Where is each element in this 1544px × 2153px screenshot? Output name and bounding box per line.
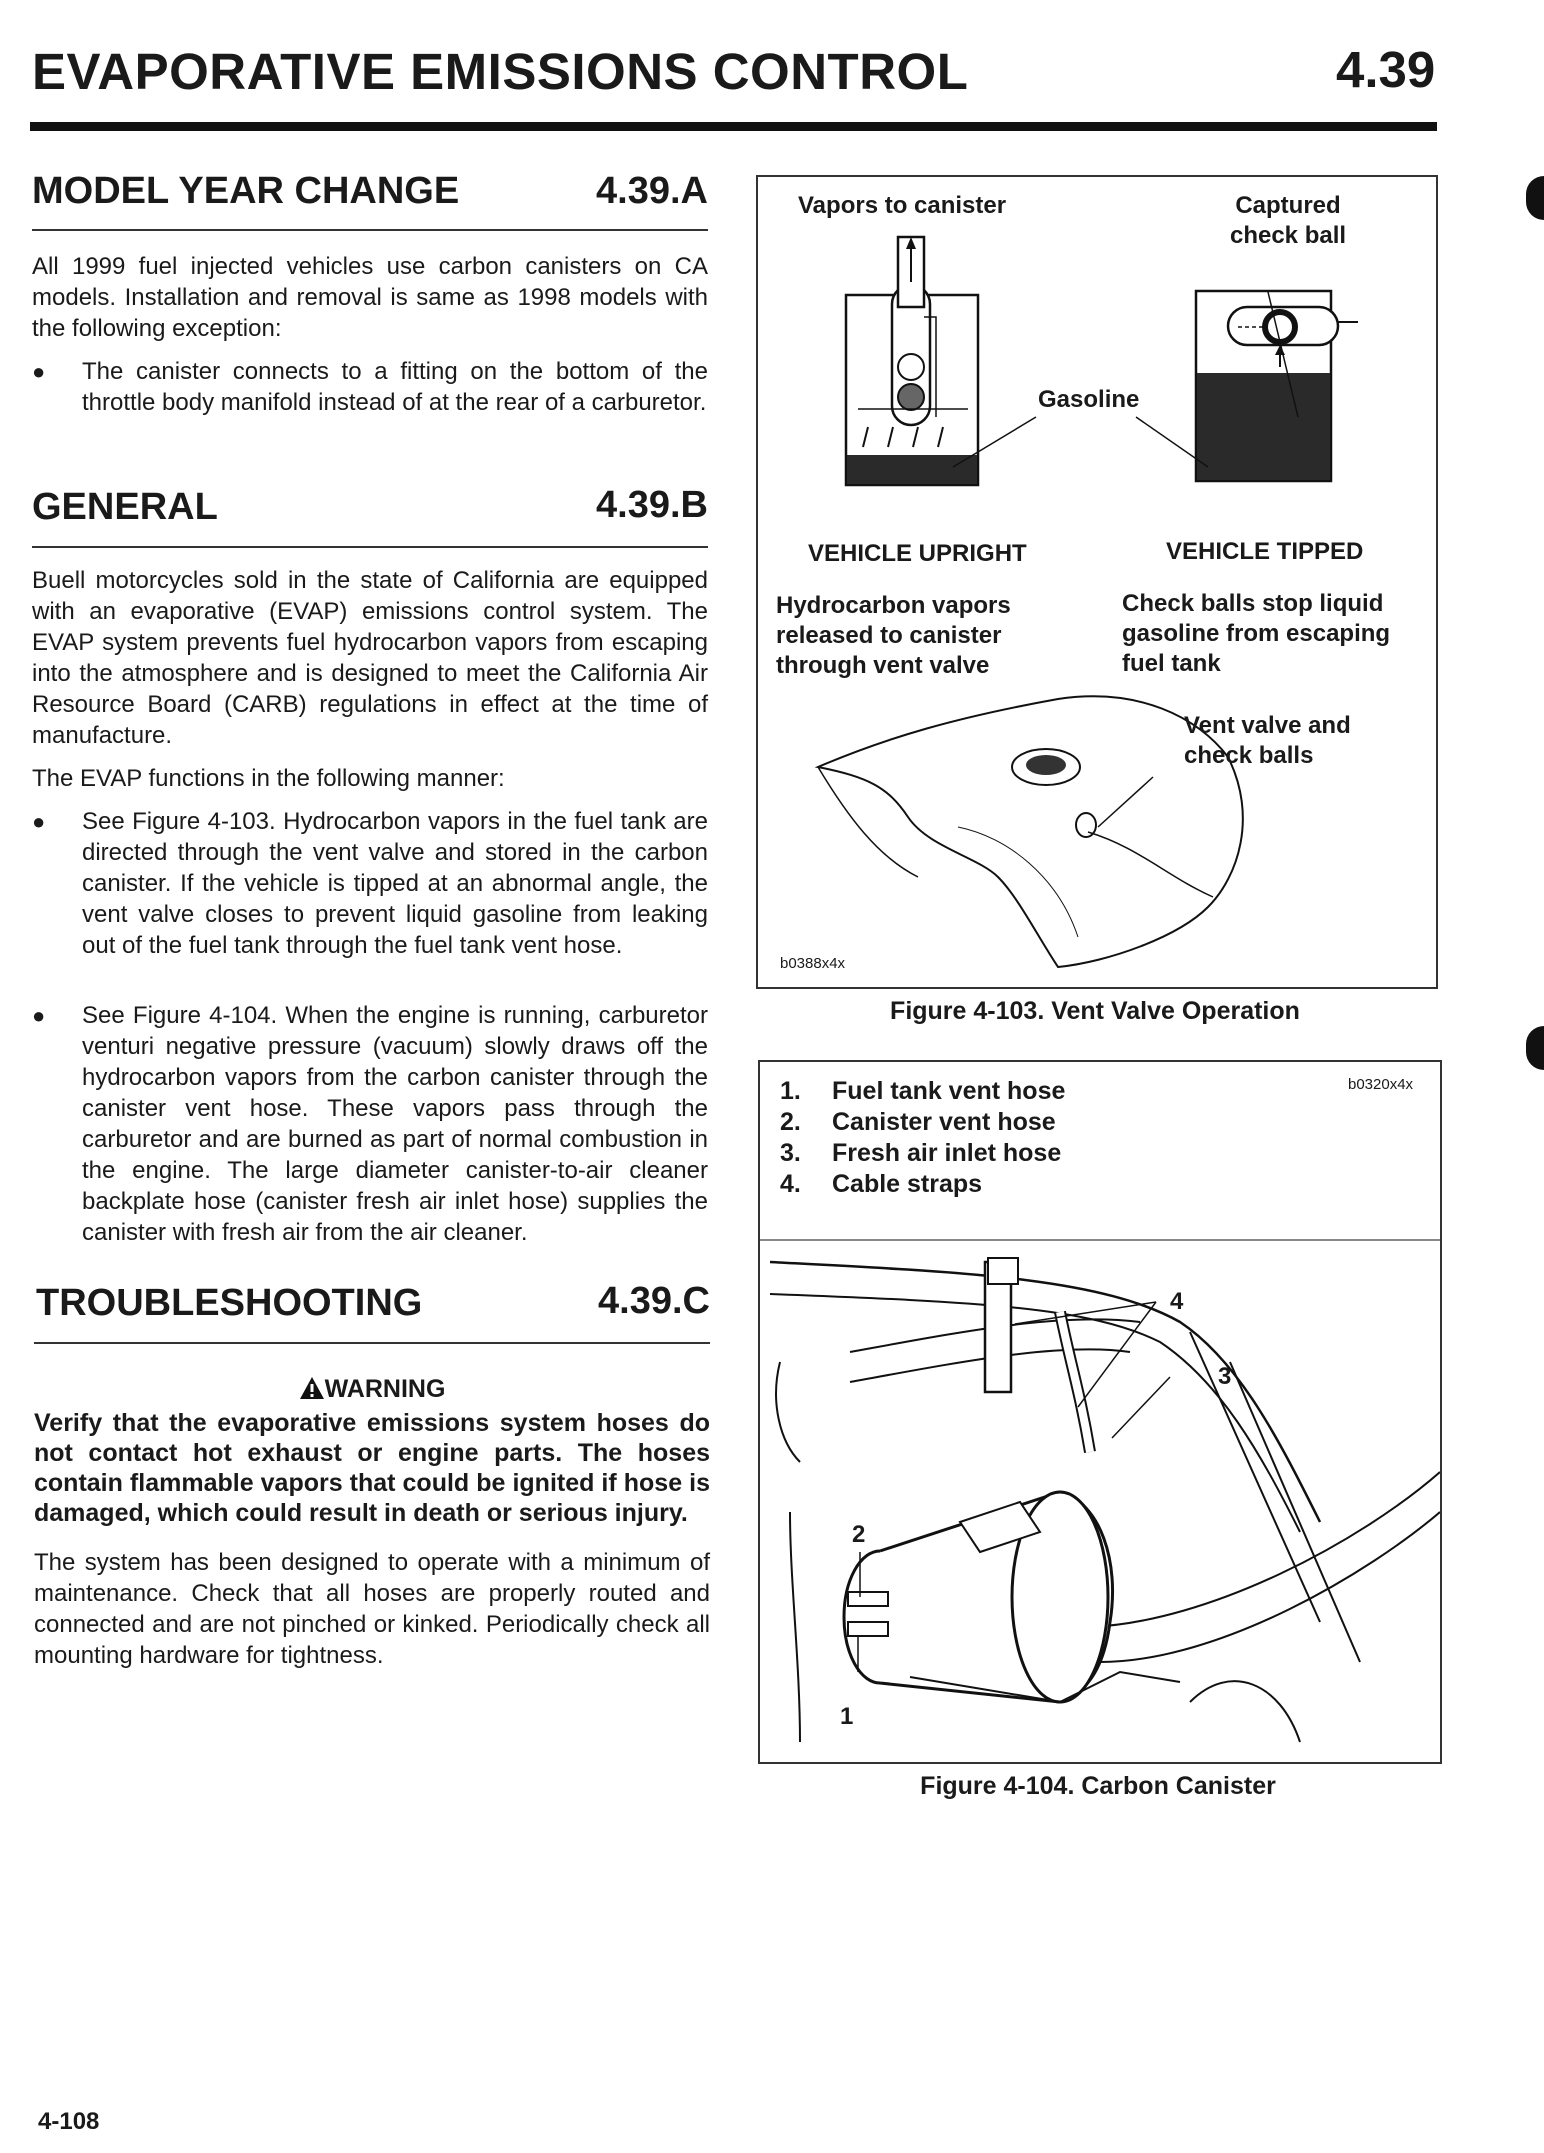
tipped-title: VEHICLE TIPPED xyxy=(1166,538,1364,565)
section-rule xyxy=(32,546,708,548)
warning-text: Verify that the evaporative emissions system hoses do not contact hot exhaust or engine parts. The hoses contain flammable vapors that could be ignited if hose is damaged, which could result in death or serious injury. xyxy=(34,1409,710,1527)
bullet-icon: ● xyxy=(32,359,46,384)
page-title: EVAPORATIVE EMISSIONS CONTROL xyxy=(32,43,969,100)
captured-label-line-2: check ball xyxy=(1229,222,1347,249)
list-item xyxy=(32,356,708,418)
figure-code: b0388x4x xyxy=(780,955,846,972)
section-heading-model-year: MODEL YEAR CHANGE xyxy=(32,170,460,212)
binder-mark xyxy=(1526,176,1544,220)
legend-text: Fuel tank vent hose xyxy=(832,1077,1066,1105)
figure-code: b0320x4x xyxy=(1348,1076,1414,1093)
section-number-general: 4.39.B xyxy=(596,484,708,526)
section-heading-troubleshooting: TROUBLESHOOTING xyxy=(36,1282,423,1324)
callout-1: 1 xyxy=(840,1703,854,1730)
bullet-icon: ● xyxy=(32,809,46,834)
troubleshooting-paragraph: The system has been designed to operate with a minimum of maintenance. Check that all hoses are properly routed and connected and are not pinched or kinked. Periodically check all mounting hardware for tightness. xyxy=(34,1549,710,1669)
vent-label-line-1: Vent valve and xyxy=(1184,712,1351,739)
upright-desc-line-2: released to canister xyxy=(776,622,1002,649)
upright-desc-line-1: Hydrocarbon vapors xyxy=(776,592,1011,619)
legend-number: 3. xyxy=(780,1139,801,1167)
callout-4: 4 xyxy=(1170,1288,1184,1315)
list-item xyxy=(780,1169,1065,1200)
legend-number: 4. xyxy=(780,1170,801,1198)
legend-number: 1. xyxy=(780,1077,801,1105)
bullet-text: See Figure 4-103. Hydrocarbon vapors in the fuel tank are directed through the vent valve and stored in the carbon canister. If the vehicle is tipped at an abnormal angle, the vent valve closes to prevent liquid gasoline from leaking out of the fuel tank through the fuel tank vent hose. xyxy=(82,808,708,959)
legend-text: Cable straps xyxy=(832,1170,983,1198)
list-item xyxy=(780,1076,1065,1107)
section-number-model-year: 4.39.A xyxy=(596,170,708,212)
bullet-icon: ● xyxy=(32,1003,46,1028)
chapter-number: 4.39 xyxy=(1336,41,1436,98)
model-year-paragraph: All 1999 fuel injected vehicles use carbon canisters on CA models. Installation and removal is same as 1998 models with the following exception: xyxy=(32,253,708,342)
bullet-text: See Figure 4-104. When the engine is running, carburetor venturi negative pressure (vacuum) slowly draws off the hydrocarbon vapors from the carbon canister through the canister vent hose. These vapors pass through the carburetor and are burned as part of normal combustion in the engine. The large diameter canister-to-air cleaner backplate hose (canister fresh air inlet hose) supplies the canister with fresh air from the air cleaner. xyxy=(82,1002,708,1246)
captured-label-line-1: Captured xyxy=(1235,192,1341,219)
bullet-text: The canister connects to a fitting on the bottom of the throttle body manifold instead of at the rear of a carburetor. xyxy=(82,358,708,416)
general-paragraph: Buell motorcycles sold in the state of California are equipped with an evaporative (EVAP) emissions control system. The EVAP system prevents fuel hydrocarbon vapors from escaping into the atmosphere and is designed to meet the California Air Resource Board (CARB) regulations in effect at the time of manufacture. xyxy=(32,567,708,749)
warning-heading xyxy=(34,1375,710,1404)
section-rule xyxy=(34,1342,710,1344)
list-item xyxy=(780,1107,1065,1138)
figure-carbon-canister xyxy=(758,1060,1442,1764)
callout-3: 3 xyxy=(1218,1363,1232,1390)
section-number-troubleshooting: 4.39.C xyxy=(598,1280,710,1322)
list-item xyxy=(32,1000,708,1248)
upright-title: VEHICLE UPRIGHT xyxy=(808,540,1027,567)
warning-title: WARNING xyxy=(324,1375,446,1403)
page-footer-number: 4-108 xyxy=(38,2108,100,2135)
general-paragraph-2: The EVAP functions in the following manner: xyxy=(32,765,505,792)
vent-valve-illustration xyxy=(758,177,1436,987)
list-item xyxy=(32,806,708,961)
figure-legend xyxy=(780,1076,1065,1200)
section-heading-general: GENERAL xyxy=(32,486,218,528)
vapors-label: Vapors to canister xyxy=(798,192,1007,219)
list-item xyxy=(780,1138,1065,1169)
figure-103-caption: Figure 4-103. Vent Valve Operation xyxy=(890,997,1300,1025)
gasoline-label: Gasoline xyxy=(1038,386,1140,413)
tipped-desc-line-1: Check balls stop liquid xyxy=(1122,590,1384,617)
warning-icon xyxy=(299,1376,325,1400)
legend-text: Canister vent hose xyxy=(832,1108,1056,1136)
tipped-desc-line-2: gasoline from escaping xyxy=(1122,620,1391,647)
tipped-desc-line-3: fuel tank xyxy=(1122,650,1221,677)
section-rule xyxy=(32,229,708,231)
binder-mark xyxy=(1526,1026,1544,1070)
title-rule xyxy=(30,122,1437,131)
callout-2: 2 xyxy=(852,1521,866,1548)
vent-label-line-2: check balls xyxy=(1184,742,1314,769)
upright-desc-line-3: through vent valve xyxy=(776,652,990,679)
figure-104-caption: Figure 4-104. Carbon Canister xyxy=(920,1772,1276,1800)
legend-text: Fresh air inlet hose xyxy=(832,1139,1062,1167)
legend-number: 2. xyxy=(780,1108,801,1136)
figure-vent-valve xyxy=(756,175,1438,989)
